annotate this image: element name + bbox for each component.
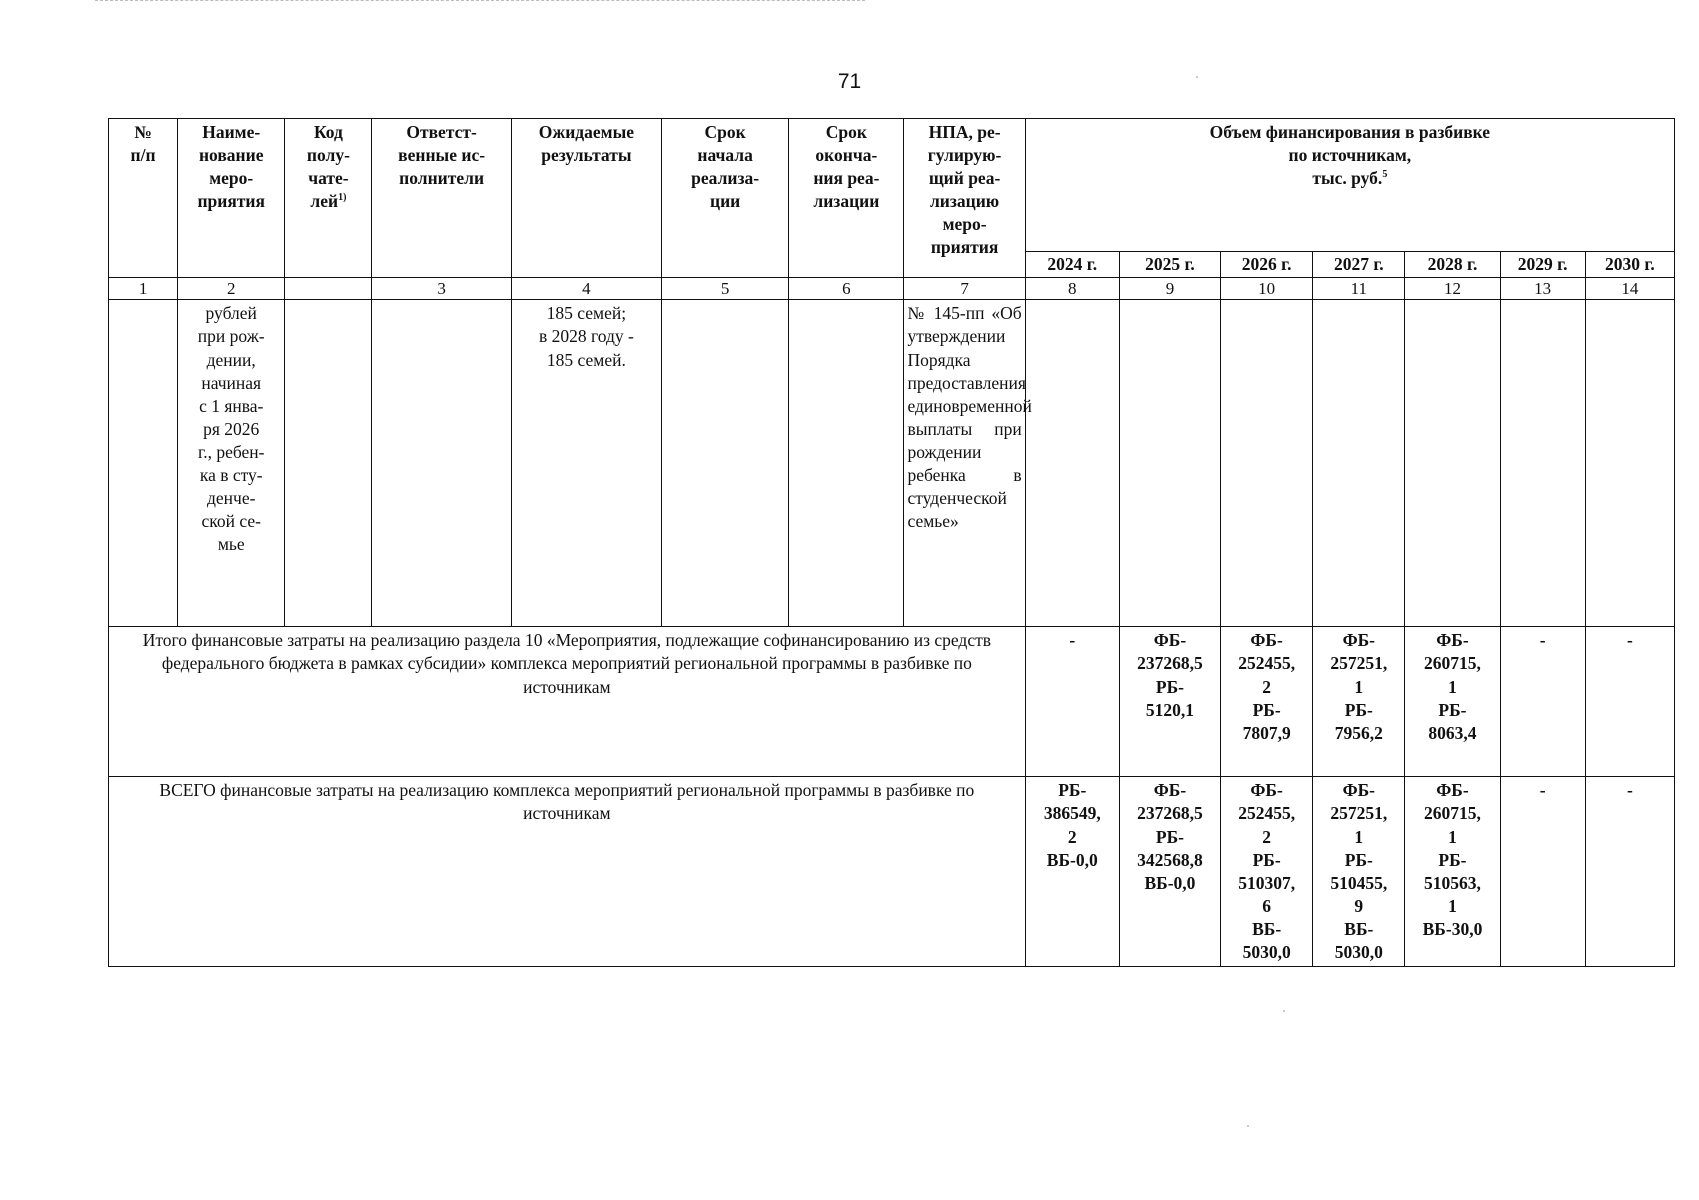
cell-empty: [662, 300, 789, 627]
amount-cell-2028: ФБ- 260715, 1 РБ- 510563, 1 ВБ-30,0: [1405, 777, 1500, 967]
cell-empty: [285, 300, 372, 627]
column-number-row: [109, 278, 1675, 300]
header-npa: НПА, ре- гулирую- щий реа- лизацию меро- приятия: [904, 119, 1025, 278]
npa-cell: № 145-пп «Об утверждении Порядка предоставления единовременной выплаты при рождении ребенка в студенческой семье»: [904, 300, 1025, 627]
column-number: 2: [178, 278, 285, 300]
header-funding-text: Объем финансирования в разбивке по источникам, тыс. руб.: [1209, 122, 1491, 189]
column-number: 8: [1025, 278, 1119, 300]
expected-results-cell: 185 семей; в 2028 году - 185 семей.: [511, 300, 661, 627]
year-cell: 2026 г.: [1221, 252, 1313, 278]
grand-total-row: [109, 777, 1675, 967]
cell-empty: [789, 300, 904, 627]
amount-cell-2029: -: [1500, 777, 1585, 967]
column-number: 3: [372, 278, 511, 300]
amount-cell-2027: ФБ- 257251, 1 РБ- 7956,2: [1313, 627, 1405, 777]
scan-speck: [1196, 76, 1198, 78]
year-cell: 2024 г.: [1025, 252, 1119, 278]
column-number: 9: [1119, 278, 1220, 300]
grand-total-label: ВСЕГО финансовые затраты на реализацию комплекса мероприятий региональной программы в разбивке по источникам: [109, 777, 1026, 967]
scan-speck: [1247, 1125, 1249, 1127]
column-number: 11: [1313, 278, 1405, 300]
column-number: 5: [662, 278, 789, 300]
year-cell: 2028 г.: [1405, 252, 1500, 278]
year-cell: 2025 г.: [1119, 252, 1220, 278]
column-number: 12: [1405, 278, 1500, 300]
amount-cell-2024: РБ- 386549, 2 ВБ-0,0: [1025, 777, 1119, 967]
financing-table: [108, 118, 1675, 967]
column-number: [285, 278, 372, 300]
column-number: 4: [511, 278, 661, 300]
year-cell: 2027 г.: [1313, 252, 1405, 278]
section-total-row: [109, 627, 1675, 777]
footnote-marker: 1): [338, 192, 347, 204]
header-num: № п/п: [109, 119, 178, 278]
cell-empty: [1221, 300, 1313, 627]
column-number: 7: [904, 278, 1025, 300]
year-cell: 2030 г.: [1585, 252, 1674, 278]
header-recipient-code: [285, 119, 372, 278]
header-start-date: Срок начала реализа- ции: [662, 119, 789, 278]
page-number: 71: [837, 70, 862, 93]
amount-cell-2030: -: [1585, 627, 1674, 777]
event-name-cell: рублей при рож- дении, начиная с 1 янва- ря 2026 г., ребен- ка в сту- денче- ской се- мье: [178, 300, 285, 627]
amount-cell-2027: ФБ- 257251, 1 РБ- 510455, 9 ВБ- 5030,0: [1313, 777, 1405, 967]
cell-empty: [109, 300, 178, 627]
cell-empty: [1405, 300, 1500, 627]
scan-artifact-line: [95, 0, 865, 4]
header-expected-results: Ожидаемые результаты: [511, 119, 661, 278]
cell-empty: [1585, 300, 1674, 627]
amount-cell-2026: ФБ- 252455, 2 РБ- 510307, 6 ВБ- 5030,0: [1221, 777, 1313, 967]
amount-cell-2024: -: [1025, 627, 1119, 777]
amount-cell-2025: ФБ- 237268,5 РБ- 5120,1: [1119, 627, 1220, 777]
cell-empty: [372, 300, 511, 627]
amount-cell-2030: -: [1585, 777, 1674, 967]
column-number: 13: [1500, 278, 1585, 300]
footnote-marker: 5: [1382, 169, 1388, 181]
header-row: [109, 119, 1675, 252]
header-end-date: Срок оконча- ния реа- лизации: [789, 119, 904, 278]
header-funding: [1025, 119, 1674, 252]
continuation-row: [109, 300, 1675, 627]
column-number: 10: [1221, 278, 1313, 300]
cell-empty: [1500, 300, 1585, 627]
column-number: 1: [109, 278, 178, 300]
header-recipient-code-text: Код полу- чате- лей: [306, 122, 350, 212]
header-event-name: Наиме- нование меро- приятия: [178, 119, 285, 278]
amount-cell-2025: ФБ- 237268,5 РБ- 342568,8 ВБ-0,0: [1119, 777, 1220, 967]
cell-empty: [1025, 300, 1119, 627]
cell-empty: [1119, 300, 1220, 627]
section-total-label: Итого финансовые затраты на реализацию раздела 10 «Мероприятия, подлежащие софинансированию из средств федерального бюджета в рамках субсидии» комплекса мероприятий региональной программы в разбивке по источникам: [109, 627, 1026, 777]
column-number: 6: [789, 278, 904, 300]
column-number: 14: [1585, 278, 1674, 300]
year-cell: 2029 г.: [1500, 252, 1585, 278]
amount-cell-2028: ФБ- 260715, 1 РБ- 8063,4: [1405, 627, 1500, 777]
header-responsible: Ответст- венные ис- полнители: [372, 119, 511, 278]
scan-speck: [1283, 1010, 1285, 1012]
cell-empty: [1313, 300, 1405, 627]
amount-cell-2026: ФБ- 252455, 2 РБ- 7807,9: [1221, 627, 1313, 777]
amount-cell-2029: -: [1500, 627, 1585, 777]
